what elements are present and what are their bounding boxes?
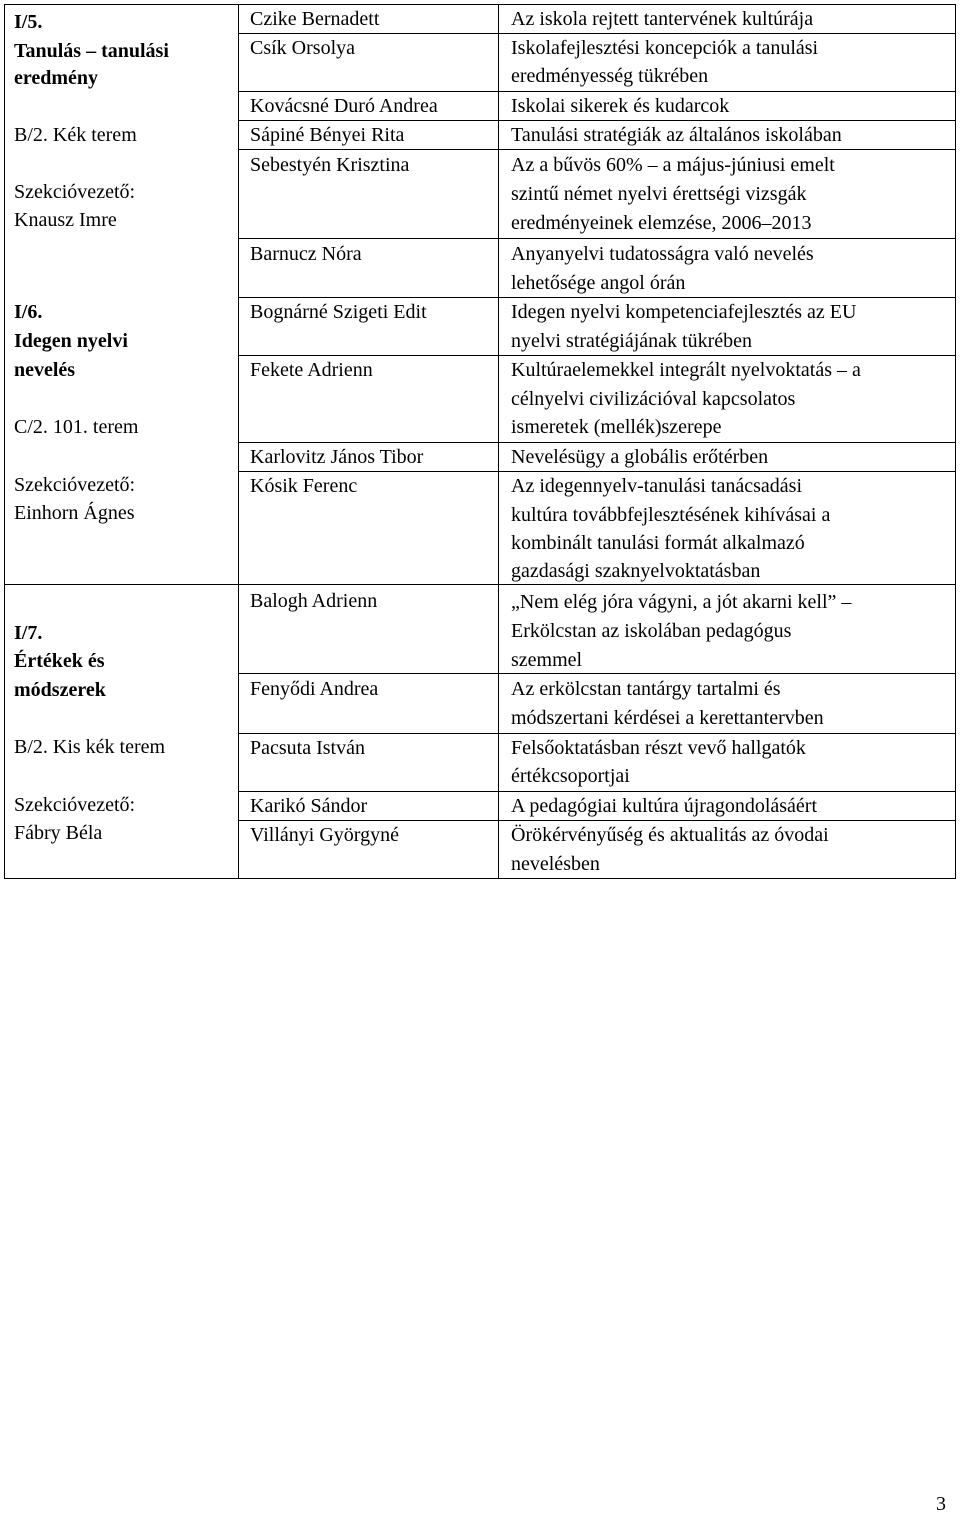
section-room: B/2. Kék terem [14, 124, 137, 146]
section-number: I/6. [14, 301, 43, 323]
talk-title: eredményesség tükrében [511, 65, 709, 87]
talk-title: Felsőoktatásban részt vevő hallgatók [511, 737, 806, 759]
talk-title: Kultúraelemekkel integrált nyelvoktatás – a [511, 359, 861, 381]
section-title: Idegen nyelvi [14, 330, 128, 352]
talk-title: szemmel [511, 649, 583, 671]
author-name: Fekete Adrienn [250, 359, 373, 381]
author-name: Kósik Ferenc [250, 475, 358, 497]
author-name: Villányi Györgyné [250, 824, 399, 846]
author-name: Sebestyén Krisztina [250, 154, 410, 176]
talk-title: ismeretek (mellék)szerepe [511, 416, 722, 438]
section-chair-label: Szekcióvezető: [14, 474, 136, 496]
author-name: Karikó Sándor [250, 795, 368, 817]
talk-title: Iskolafejlesztési koncepciók a tanulási [511, 37, 819, 59]
talk-title: értékcsoportjai [511, 765, 630, 787]
author-name: Karlovitz János Tibor [250, 446, 424, 468]
talk-title: „Nem elég jóra vágyni, a jót akarni kell” – [511, 591, 852, 613]
talk-title: nyelvi stratégiájának tükrében [511, 330, 753, 352]
talk-title: Az idegennyelv-tanulási tanácsadási [511, 475, 802, 497]
section-room: B/2. Kis kék terem [14, 736, 166, 758]
talk-title: Anyanyelvi tudatosságra való nevelés [511, 243, 814, 265]
section-title: eredmény [14, 67, 99, 89]
author-name: Pacsuta István [250, 737, 365, 759]
talk-title: kultúra továbbfejlesztésének kihívásai a [511, 504, 831, 526]
talk-title: Az a bűvös 60% – a május-júniusi emelt [511, 154, 835, 176]
section-divider [4, 584, 956, 585]
talk-title: Iskolai sikerek és kudarcok [511, 95, 730, 117]
section-chair: Fábry Béla [14, 822, 103, 844]
talk-title: A pedagógiai kultúra újragondolásáért [511, 795, 818, 817]
author-name: Csík Orsolya [250, 37, 355, 59]
section-title: módszerek [14, 679, 106, 701]
talk-title: célnyelvi civilizációval kapcsolatos [511, 388, 796, 410]
talk-title: Az erkölcstan tantárgy tartalmi és [511, 678, 781, 700]
talk-title: Örökérvényűség és aktualitás az óvodai [511, 824, 829, 846]
section-title: Értékek és [14, 650, 105, 672]
author-name: Fenyődi Andrea [250, 678, 379, 700]
section-title: nevelés [14, 359, 76, 381]
author-name: Sápiné Bényei Rita [250, 124, 405, 146]
page-number: 3 [936, 1493, 946, 1515]
talk-title: eredményeinek elemzése, 2006–2013 [511, 212, 812, 234]
section-number: I/7. [14, 622, 43, 644]
talk-title: gazdasági szaknyelvoktatásban [511, 560, 761, 582]
section-title: Tanulás – tanulási [14, 40, 169, 62]
talk-title: nevelésben [511, 853, 600, 875]
section-chair: Knausz Imre [14, 209, 117, 231]
talk-title: Az iskola rejtett tantervének kultúrája [511, 8, 814, 30]
author-name: Balogh Adrienn [250, 590, 378, 612]
author-name: Bognárné Szigeti Edit [250, 301, 427, 323]
talk-title: szintű német nyelvi érettségi vizsgák [511, 183, 807, 205]
talk-title: Nevelésügy a globális erőtérben [511, 446, 769, 468]
author-name: Czike Bernadett [250, 8, 380, 30]
talk-title: Idegen nyelvi kompetenciafejlesztés az EU [511, 301, 857, 323]
talk-title: lehetősége angol órán [511, 272, 686, 294]
author-name: Kovácsné Duró Andrea [250, 95, 438, 117]
section-chair-label: Szekcióvezető: [14, 181, 136, 203]
talk-title: kombinált tanulási formát alkalmazó [511, 532, 805, 554]
section-number: I/5. [14, 11, 43, 33]
row-divider [238, 238, 956, 239]
talk-title: módszertani kérdései a kerettantervben [511, 707, 824, 729]
section-room: C/2. 101. terem [14, 416, 139, 438]
talk-title: Tanulási stratégiák az általános iskolában [511, 124, 842, 146]
section-chair: Einhorn Ágnes [14, 502, 135, 524]
row-divider [238, 673, 956, 674]
section-chair-label: Szekcióvezető: [14, 794, 136, 816]
author-name: Barnucz Nóra [250, 243, 362, 265]
talk-title: Erkölcstan az iskolában pedagógus [511, 620, 792, 642]
